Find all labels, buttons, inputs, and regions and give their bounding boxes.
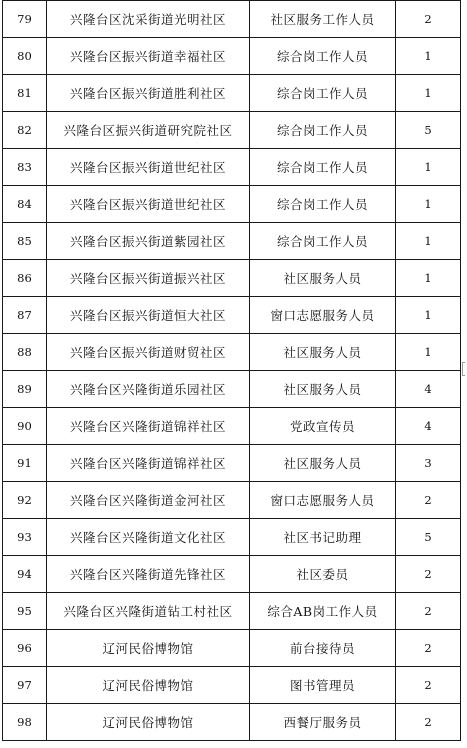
- headcount-cell: 1: [396, 260, 461, 297]
- row-number-cell: 92: [3, 482, 47, 519]
- headcount-cell: 2: [396, 556, 461, 593]
- headcount-cell: 5: [396, 519, 461, 556]
- row-number-cell: 81: [3, 75, 47, 112]
- headcount-cell: 1: [396, 149, 461, 186]
- table-row: [3, 1, 461, 38]
- row-number-cell: 88: [3, 334, 47, 371]
- post-name-cell: 社区书记助理: [250, 519, 396, 556]
- headcount-cell: 2: [396, 593, 461, 630]
- headcount-cell: 1: [396, 334, 461, 371]
- table-row: [3, 556, 461, 593]
- table-row: [3, 704, 461, 741]
- table-row: [3, 75, 461, 112]
- unit-name-cell: 兴隆台区沈采街道光明社区: [47, 1, 250, 38]
- unit-name-cell: 兴隆台区兴隆街道金河社区: [47, 482, 250, 519]
- unit-name-cell: 兴隆台区振兴街道振兴社区: [47, 260, 250, 297]
- table-row: [3, 334, 461, 371]
- headcount-cell: 1: [396, 38, 461, 75]
- post-name-cell: 综合岗工作人员: [250, 75, 396, 112]
- row-number-cell: 98: [3, 704, 47, 741]
- row-number-cell: 82: [3, 112, 47, 149]
- row-number-cell: 83: [3, 149, 47, 186]
- unit-name-cell: 兴隆台区兴隆街道钻工村社区: [47, 593, 250, 630]
- table-row: [3, 186, 461, 223]
- table-row: [3, 667, 461, 704]
- table-row: [3, 38, 461, 75]
- unit-name-cell: 兴隆台区振兴街道世纪社区: [47, 149, 250, 186]
- unit-name-cell: 兴隆台区振兴街道财贸社区: [47, 334, 250, 371]
- row-number-cell: 86: [3, 260, 47, 297]
- row-number-cell: 80: [3, 38, 47, 75]
- row-number-cell: 90: [3, 408, 47, 445]
- post-name-cell: 综合岗工作人员: [250, 149, 396, 186]
- headcount-cell: 1: [396, 223, 461, 260]
- post-name-cell: 社区服务人员: [250, 334, 396, 371]
- headcount-cell: 2: [396, 1, 461, 38]
- post-name-cell: 综合岗工作人员: [250, 223, 396, 260]
- headcount-cell: 1: [396, 75, 461, 112]
- post-name-cell: 综合岗工作人员: [250, 38, 396, 75]
- row-number-cell: 85: [3, 223, 47, 260]
- table-row: [3, 445, 461, 482]
- row-number-cell: 91: [3, 445, 47, 482]
- post-name-cell: 社区服务工作人员: [250, 1, 396, 38]
- table-row: [3, 371, 461, 408]
- table-row: [3, 112, 461, 149]
- headcount-cell: 2: [396, 704, 461, 741]
- row-number-cell: 93: [3, 519, 47, 556]
- table-row: [3, 630, 461, 667]
- row-number-cell: 87: [3, 297, 47, 334]
- positions-table-body: [3, 1, 461, 741]
- post-name-cell: 西餐厅服务员: [250, 704, 396, 741]
- unit-name-cell: 兴隆台区振兴街道研究院社区: [47, 112, 250, 149]
- row-number-cell: 95: [3, 593, 47, 630]
- post-name-cell: 社区服务人员: [250, 260, 396, 297]
- post-name-cell: 窗口志愿服务人员: [250, 482, 396, 519]
- headcount-cell: 2: [396, 482, 461, 519]
- unit-name-cell: 兴隆台区兴隆街道锦祥社区: [47, 408, 250, 445]
- unit-name-cell: 兴隆台区兴隆街道先锋社区: [47, 556, 250, 593]
- headcount-cell: 4: [396, 408, 461, 445]
- table-row: [3, 482, 461, 519]
- post-name-cell: 图书管理员: [250, 667, 396, 704]
- table-row: [3, 408, 461, 445]
- row-number-cell: 97: [3, 667, 47, 704]
- unit-name-cell: 辽河民俗博物馆: [47, 704, 250, 741]
- unit-name-cell: 兴隆台区振兴街道胜利社区: [47, 75, 250, 112]
- headcount-cell: 2: [396, 667, 461, 704]
- table-row: [3, 260, 461, 297]
- unit-name-cell: 兴隆台区兴隆街道文化社区: [47, 519, 250, 556]
- table-row: [3, 223, 461, 260]
- post-name-cell: 社区委员: [250, 556, 396, 593]
- positions-table: [2, 0, 461, 741]
- post-name-cell: 社区服务人员: [250, 371, 396, 408]
- post-name-cell: 综合岗工作人员: [250, 186, 396, 223]
- unit-name-cell: 兴隆台区兴隆街道乐园社区: [47, 371, 250, 408]
- post-name-cell: 党政宣传员: [250, 408, 396, 445]
- headcount-cell: 1: [396, 297, 461, 334]
- table-row: [3, 149, 461, 186]
- unit-name-cell: 兴隆台区兴隆街道锦祥社区: [47, 445, 250, 482]
- unit-name-cell: 兴隆台区振兴街道恒大社区: [47, 297, 250, 334]
- headcount-cell: 5: [396, 112, 461, 149]
- unit-name-cell: 兴隆台区振兴街道紫园社区: [47, 223, 250, 260]
- post-name-cell: 前台接待员: [250, 630, 396, 667]
- unit-name-cell: 辽河民俗博物馆: [47, 630, 250, 667]
- page-edge-bracket-mark: [462, 362, 465, 376]
- table-row: [3, 593, 461, 630]
- table-row: [3, 519, 461, 556]
- headcount-cell: 1: [396, 186, 461, 223]
- post-name-cell: 综合AB岗工作人员: [250, 593, 396, 630]
- unit-name-cell: 辽河民俗博物馆: [47, 667, 250, 704]
- row-number-cell: 94: [3, 556, 47, 593]
- headcount-cell: 4: [396, 371, 461, 408]
- unit-name-cell: 兴隆台区振兴街道幸福社区: [47, 38, 250, 75]
- unit-name-cell: 兴隆台区振兴街道世纪社区: [47, 186, 250, 223]
- post-name-cell: 社区服务人员: [250, 445, 396, 482]
- row-number-cell: 96: [3, 630, 47, 667]
- row-number-cell: 89: [3, 371, 47, 408]
- headcount-cell: 2: [396, 630, 461, 667]
- table-row: [3, 297, 461, 334]
- row-number-cell: 79: [3, 1, 47, 38]
- row-number-cell: 84: [3, 186, 47, 223]
- post-name-cell: 综合岗工作人员: [250, 112, 396, 149]
- headcount-cell: 3: [396, 445, 461, 482]
- post-name-cell: 窗口志愿服务人员: [250, 297, 396, 334]
